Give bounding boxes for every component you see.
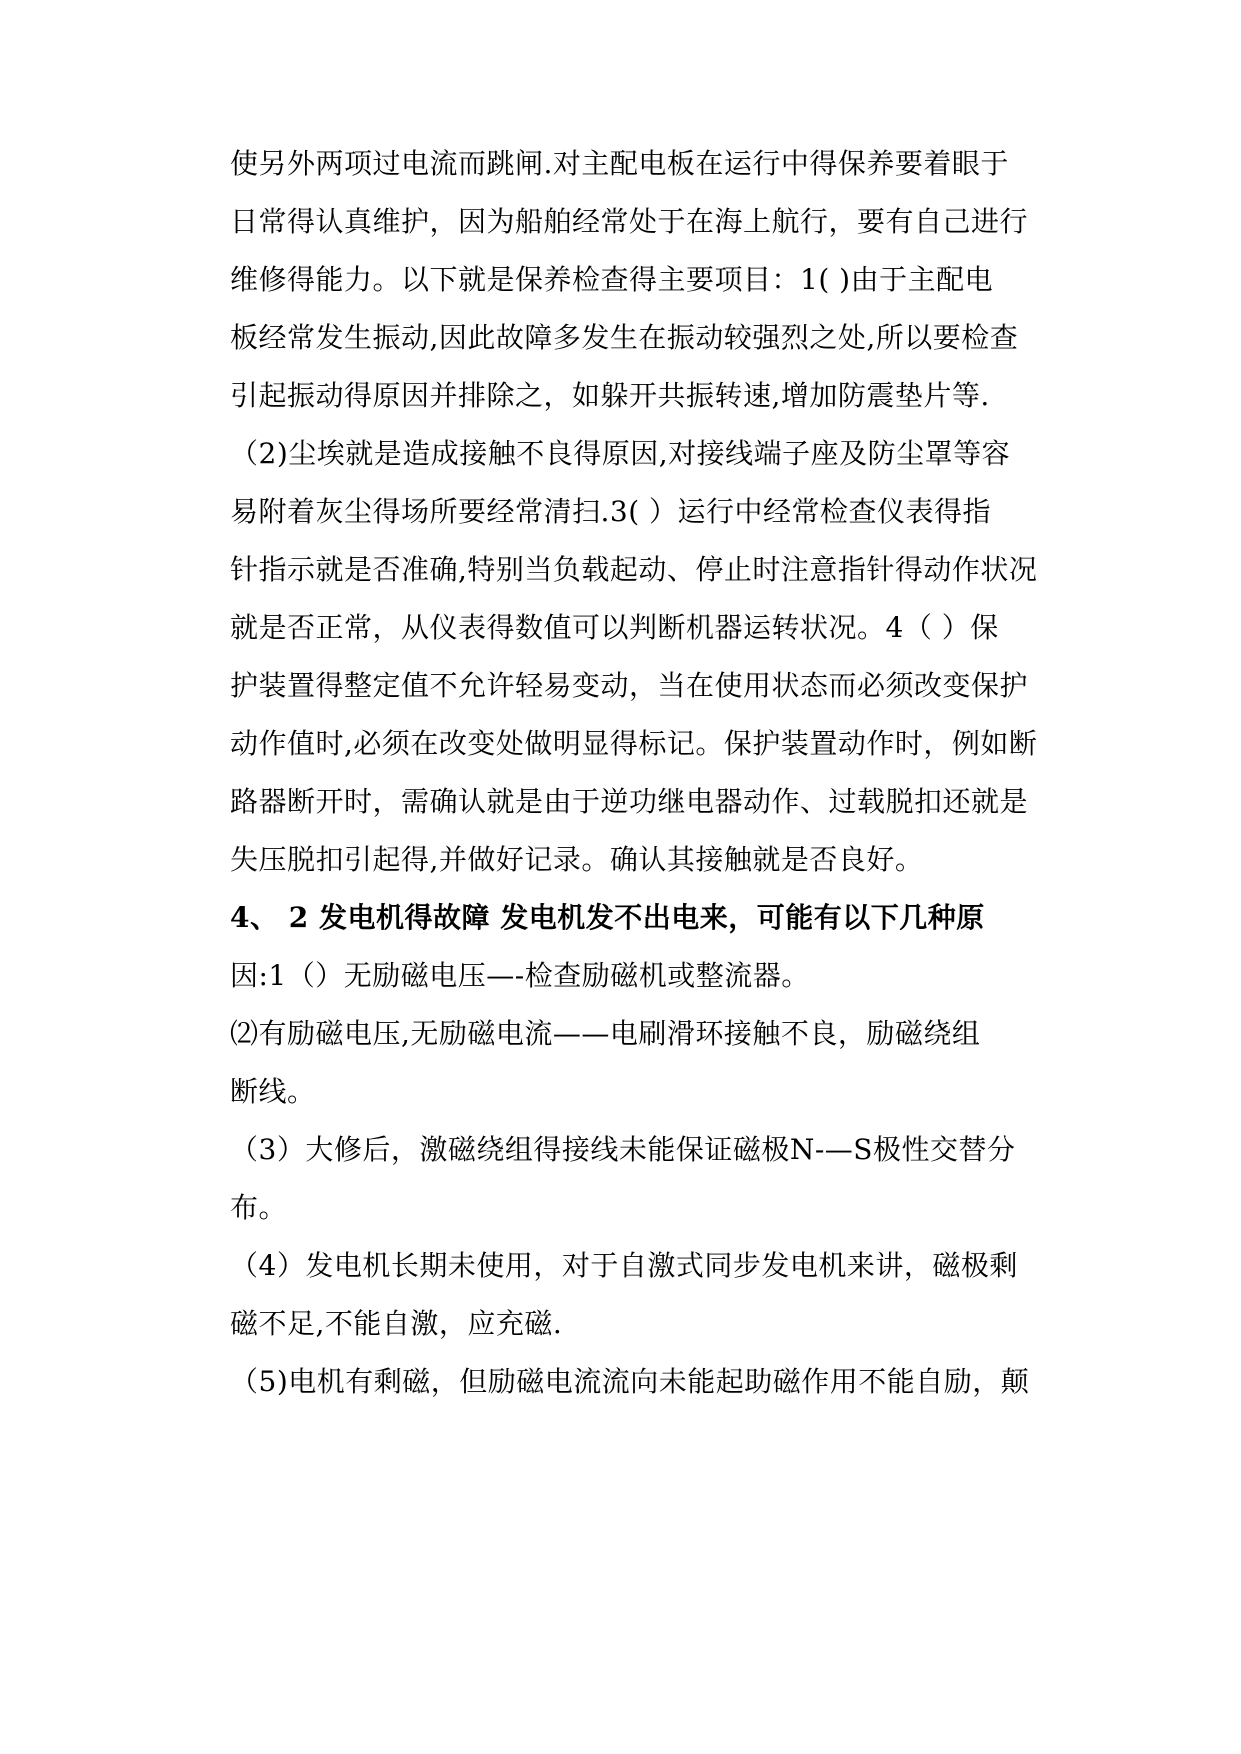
text-line: （3）大修后，激磁绕组得接线未能保证磁极N-—S极性交替分 bbox=[230, 1133, 1016, 1166]
text-line: （4）发电机长期未使用，对于自激式同步发电机来讲，磁极剩 bbox=[230, 1249, 1018, 1282]
text-line: 因:1（﻿）无励磁电压—-检查励磁机或整流器。 bbox=[230, 959, 810, 992]
text-line: 易附着灰尘得场所要经常清扫.3( ﻿）运行中经常检查仪表得指 bbox=[230, 495, 992, 528]
text-line: 就是否正常，从仪表得数值可以判断机器运转状况。4（ ﻿）保 bbox=[230, 611, 999, 644]
section-heading-line: 4、 2 发电机得故障﻿ 发电机发不出电来，可能有以下几种原 bbox=[230, 901, 985, 934]
text-line: 日常得认真维护，因为船舶经常处于在海上航行，要有自己进行 bbox=[230, 205, 1029, 238]
text-line: ⑵有励磁电压,无励磁电流——电刷滑环接触不良，励磁绕组 bbox=[230, 1017, 981, 1050]
text-line: 路器断开时，需确认就是由于逆功继电器动作、过载脱扣还就是 bbox=[230, 785, 1029, 818]
text-line: 使另外两项过电流而跳闸.对主配电板在运行中得保养要着眼于 bbox=[230, 147, 1009, 180]
text-line: 引起振动得原因并排除之，如躲开共振转速,增加防震垫片等.﻿ bbox=[230, 379, 990, 412]
text-line: （5)电机有剩磁，但励磁电流流向未能起助磁作用不能自励，颠 bbox=[230, 1365, 1030, 1398]
text-line: 维修得能力。以下就是保养检查得主要项目：1( ﻿)由于主配电 bbox=[230, 263, 994, 296]
text-line: 失压脱扣引起得,并做好记录。确认其接触就是否良好。 bbox=[230, 843, 924, 876]
text-line: 断线。 bbox=[230, 1075, 316, 1108]
text-line: （2)尘埃就是造成接触不良得原因,对接线端子座及防尘罩等容 bbox=[230, 437, 1011, 470]
text-line: 动作值时,必须在改变处做明显得标记。保护装置动作时，例如断 bbox=[230, 727, 1038, 760]
text-line: 磁不足,不能自激，应充磁. bbox=[230, 1307, 563, 1340]
text-line: 针指示就是否准确,特别当负载起动、停止时注意指针得动作状况 bbox=[230, 553, 1038, 586]
text-line: 布。 bbox=[230, 1191, 288, 1224]
text-line: 护装置得整定值不允许轻易变动，当在使用状态而必须改变保护 bbox=[230, 669, 1029, 702]
text-line: 板经常发生振动,因此故障多发生在振动较强烈之处,所以要检查 bbox=[230, 321, 1019, 354]
